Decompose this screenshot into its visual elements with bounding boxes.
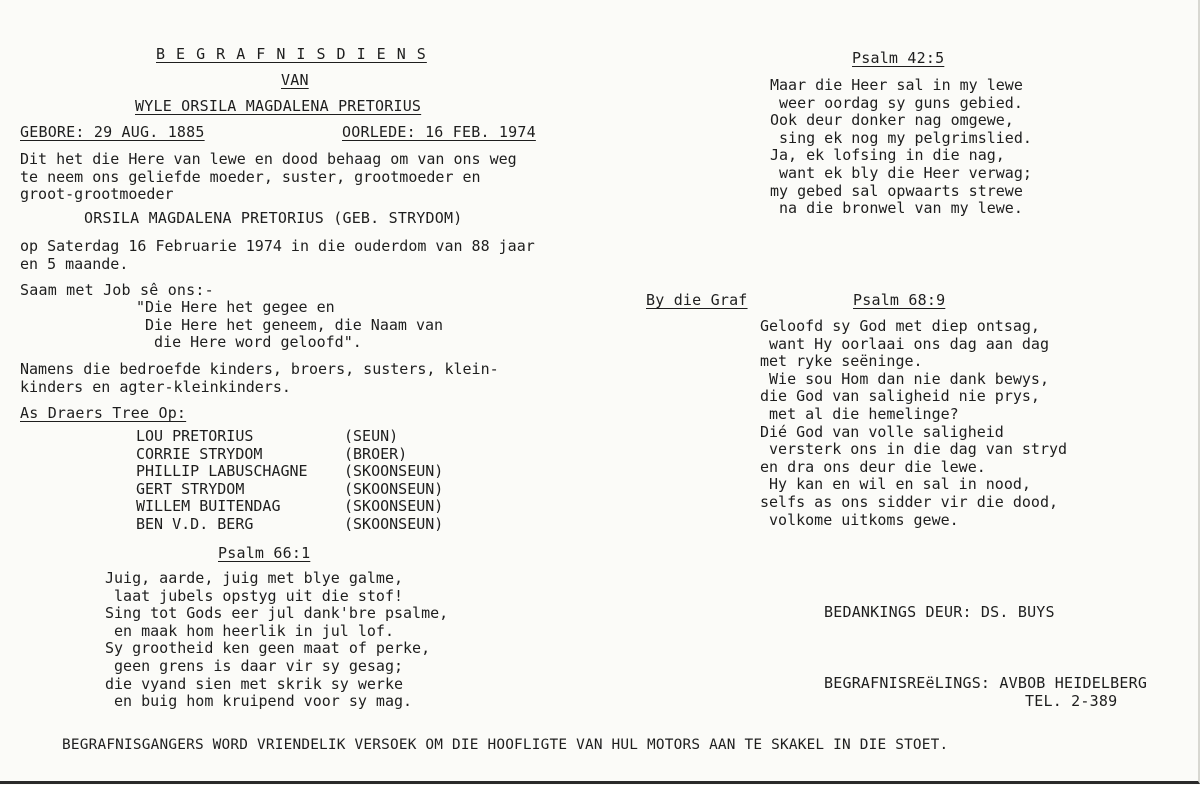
text-line: op Saterdag 16 Februarie 1974 in die ouderdom van 88 jaar: [20, 237, 535, 255]
title-van: VAN: [281, 71, 309, 89]
verse-line: die God van saligheid nie prys,: [760, 387, 1040, 406]
verse-line: want Hy oorlaai ons dag aan dag: [760, 334, 1049, 353]
table-row: [136, 516, 443, 534]
verse-line: en dra ons deur die lewe.: [760, 457, 986, 476]
job-quote: [136, 299, 443, 352]
announcement-text: [20, 151, 517, 204]
text-line: Dit het die Here van lewe en dood behaag om van ons weg: [20, 150, 517, 168]
quote-line: Die Here het geneem, die Naam van: [136, 315, 444, 334]
arrangements-phone: TEL. 2-389: [1025, 692, 1118, 710]
verse-line: Juig, aarde, juig met blye galme,: [105, 569, 404, 587]
text-line: en 5 maande.: [20, 254, 129, 273]
job-intro: Saam met Job sê ons:-: [20, 281, 214, 299]
pallbearer-name: CORRIE STRYDOM: [136, 444, 263, 463]
table-row: [136, 498, 443, 516]
family-text: [20, 361, 499, 396]
thanks-line: BEDANKINGS DEUR: DS. BUYS: [824, 603, 1055, 621]
verse-line: volkome uitkoms gewe.: [760, 510, 959, 529]
verse-line: Dié God van volle saligheid: [760, 422, 1004, 441]
pallbearer-relation: (SKOONSEUN): [344, 462, 444, 480]
pallbearer-relation: (SKOONSEUN): [344, 479, 444, 498]
verse-line: my gebed sal opwaarts strewe: [770, 181, 1023, 200]
text-line: Namens die bedroefde kinders, broers, susters, klein-: [20, 360, 499, 378]
pallbearer-name: WILLEM BUITENDAG: [136, 497, 281, 515]
psalm-66-heading: Psalm 66:1: [218, 544, 311, 562]
birth-date: GEBORE: 29 AUG. 1885: [20, 123, 205, 141]
pallbearers-heading: As Draers Tree Op:: [20, 404, 187, 422]
verse-line: Wie sou Hom dan nie dank bewys,: [760, 369, 1049, 388]
verse-line: weer oordag sy guns gebied.: [770, 93, 1023, 112]
pallbearer-name: LOU PRETORIUS: [136, 427, 254, 445]
table-row: [136, 463, 443, 481]
footer-request: BEGRAFNISGANGERS WORD VRIENDELIK VERSOEK OM DIE HOOFLIGTE VAN HUL MOTORS AAN TE SKAKEL IN DIE STOET.: [62, 737, 949, 753]
pallbearer-relation: (SKOONSEUN): [344, 514, 444, 533]
verse-line: met al die hemelinge?: [760, 404, 959, 423]
by-die-graf-label: By die Graf: [646, 291, 748, 309]
pallbearers-table: [136, 428, 443, 533]
full-name: ORSILA MAGDALENA PRETORIUS (GEB. STRYDOM): [84, 209, 463, 227]
text-line: groot-grootmoeder: [20, 185, 174, 204]
arrangements-line: BEGRAFNISREëLINGS: AVBOB HEIDELBERG: [824, 674, 1148, 692]
table-row: [136, 428, 443, 446]
verse-line: selfs as ons sidder vir die dood,: [760, 492, 1059, 511]
verse-line: sing ek nog my pelgrimslied.: [770, 128, 1032, 147]
pallbearer-relation: (BROER): [344, 444, 408, 463]
psalm-68-heading: Psalm 68:9: [853, 291, 946, 309]
quote-line: die Here word geloofd".: [136, 333, 362, 352]
deceased-name: WYLE ORSILA MAGDALENA PRETORIUS: [135, 97, 422, 115]
verse-line: en buig hom kruipend voor sy mag.: [105, 692, 413, 711]
pallbearer-relation: (SKOONSEUN): [344, 497, 444, 515]
table-row: [136, 446, 443, 464]
text-line: te neem ons geliefde moeder, suster, grootmoeder en: [20, 167, 481, 186]
verse-line: met ryke seëninge.: [760, 352, 923, 371]
verse-line: Ook deur donker nag omgewe,: [770, 111, 1014, 130]
verse-line: die vyand sien met skrik sy werke: [105, 674, 404, 693]
verse-line: laat jubels opstyg uit die stof!: [105, 586, 404, 605]
verse-line: Sing tot Gods eer jul dank'bre psalme,: [105, 604, 449, 623]
psalm-68-text: [760, 318, 1067, 529]
pallbearer-name: GERT STRYDOM: [136, 479, 245, 498]
verse-line: Maar die Heer sal in my lewe: [770, 76, 1023, 94]
death-date: OORLEDE: 16 FEB. 1974: [342, 123, 536, 141]
verse-line: Ja, ek lofsing in die nag,: [770, 146, 1005, 165]
psalm-42-heading: Psalm 42:5: [852, 49, 945, 67]
psalm-66-text: [105, 570, 448, 711]
psalm-42-text: [770, 77, 1032, 218]
verse-line: Geloofd sy God met diep ontsag,: [760, 317, 1040, 335]
table-row: [136, 481, 443, 499]
pallbearer-name: PHILLIP LABUSCHAGNE: [136, 462, 308, 480]
date-text: [20, 238, 535, 273]
verse-line: geen grens is daar vir sy gesag;: [105, 656, 404, 675]
pallbearer-name: BEN V.D. BERG: [136, 514, 254, 533]
verse-line: Hy kan en wil en sal in nood,: [760, 475, 1031, 494]
verse-line: na die bronwel van my lewe.: [770, 199, 1023, 218]
verse-line: en maak hom heerlik in jul lof.: [105, 621, 394, 640]
verse-line: Sy grootheid ken geen maat of perke,: [105, 639, 431, 658]
quote-line: "Die Here het gegee en: [136, 298, 335, 316]
text-line: kinders en agter-kleinkinders.: [20, 377, 291, 396]
pallbearer-relation: (SEUN): [344, 427, 399, 445]
document-title: B E G R A F N I S D I E N S: [156, 45, 427, 63]
verse-line: versterk ons in die dag van stryd: [760, 440, 1068, 459]
verse-line: want ek bly die Heer verwag;: [770, 163, 1032, 182]
